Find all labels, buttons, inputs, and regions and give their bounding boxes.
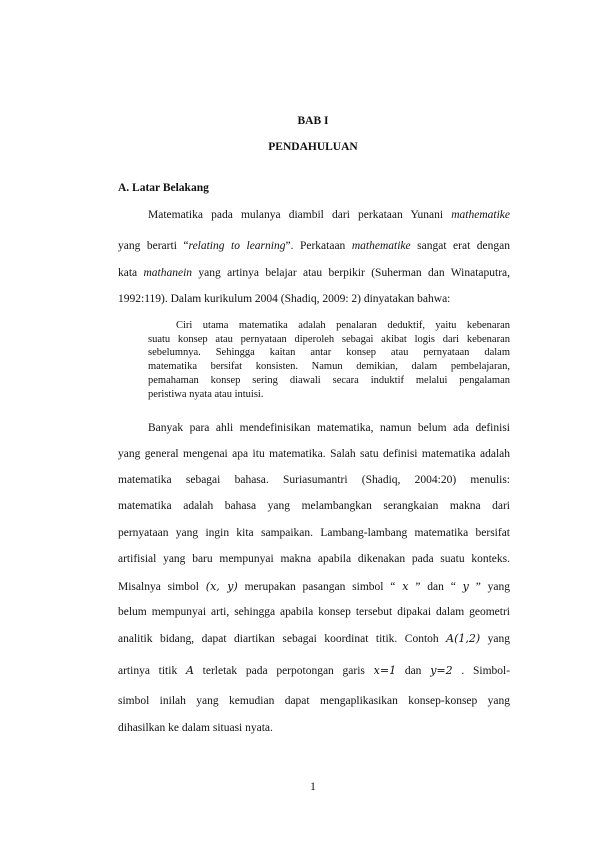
p2-line-7 <box>118 580 510 593</box>
p2-line-1: Banyak para ahli mendefinisikan matematika, namun belum ada definisi <box>148 422 510 434</box>
p2-line-2: yang general mengenai apa itu matematika. Salah satu definisi matematika adalah <box>118 448 510 460</box>
page-number: 1 <box>310 781 316 793</box>
math-x-equals-1: x=1 <box>373 664 397 677</box>
math-x: x <box>402 580 409 593</box>
p2-text: yang <box>487 633 510 645</box>
p2-text: . Simbol- <box>461 665 511 677</box>
term-relating-to-learning: relating to learning <box>188 240 286 252</box>
p1-text: sangat erat dengan <box>417 240 511 252</box>
p2-line-5: pernyataan yang ingin kita sampaikan. Lambang-lambang matematika bersifat <box>118 527 510 539</box>
p1-line-3 <box>118 267 510 279</box>
term-mathematike: mathematike <box>451 209 511 221</box>
p2-line-10 <box>118 664 510 677</box>
p2-line-4: matematika adalah bahasa yang melambangkan serangkaian makna dari <box>118 500 510 512</box>
term-mathanein: mathanein <box>143 267 193 279</box>
p2-text: merupakan pasangan simbol “ <box>244 581 396 593</box>
p2-line-3: matematika sebagai bahasa. Suriasumantri (Shadiq, 2004:20) menulis: <box>118 474 510 486</box>
math-y-equals-2: y=2 <box>430 664 453 677</box>
chapter-title: PENDAHULUAN <box>268 141 358 153</box>
p1-text: ”. Perkataan <box>285 240 346 252</box>
term-mathematike: mathematike <box>351 240 411 252</box>
p1-line-2 <box>118 240 510 252</box>
math-pair-xy: (x, y) <box>205 580 238 593</box>
p1-line-1 <box>148 209 510 221</box>
quote-line-1: Ciri utama matematika adalah penalaran deduktif, yaitu kebenaran <box>176 320 510 331</box>
p2-text: Misalnya simbol <box>118 581 199 593</box>
math-point-a: A(1,2) <box>446 632 481 645</box>
p2-text: dan <box>404 665 422 677</box>
p1-line-4: 1992:119). Dalam kurikulum 2004 (Shadiq, 2009: 2) dinyatakan bahwa: <box>118 293 451 305</box>
p2-line-12: dihasilkan ke dalam situasi nyata. <box>118 722 273 734</box>
p2-line-11: simbol inilah yang kemudian dapat mengaplikasikan konsep-konsep yang <box>118 695 510 707</box>
quote-line-5: pemahaman konsep sering diawali secara induktif melalui pengalaman <box>148 375 510 386</box>
p2-text: analitik bidang, dapat diartikan sebagai koordinat titik. Contoh <box>118 633 439 645</box>
section-heading: A. Latar Belakang <box>118 182 209 194</box>
p2-text: artinya titik <box>118 665 178 677</box>
p2-line-8: belum mempunyai arti, sehingga apabila konsep tersebut dipakai dalam geometri <box>118 606 510 618</box>
chapter-number: BAB I <box>297 115 329 127</box>
math-y: y <box>462 580 469 593</box>
quote-line-6: peristiwa nyata atau intuisi. <box>148 389 264 400</box>
p2-line-6: artifisial yang baru mempunyai makna apabila dikenakan pada suatu konteks. <box>118 553 510 565</box>
p1-text: yang berarti “ <box>118 240 189 252</box>
p1-text: Matematika pada mulanya diambil dari perkataan Yunani <box>148 209 444 221</box>
p2-line-9 <box>118 632 510 645</box>
quote-line-2: suatu konsep atau pernyataan diperoleh sebagai akibat logis dari kebenaran <box>148 334 510 345</box>
p1-text: kata <box>118 267 138 279</box>
p2-text: terletak pada perpotongan garis <box>202 665 365 677</box>
quote-line-3: sebelumnya. Sehingga kaitan antar konsep atau pernyataan dalam <box>148 347 510 358</box>
quote-line-4: matematika bersifat konsisten. Namun demikian, dalam pembelajaran, <box>148 361 510 372</box>
p2-text: ” yang <box>475 581 511 593</box>
math-a: A <box>185 664 194 677</box>
p1-text: yang artinya belajar atau berpikir (Suherman dan Winataputra, <box>198 267 510 279</box>
p2-text: ” dan “ <box>415 581 456 593</box>
